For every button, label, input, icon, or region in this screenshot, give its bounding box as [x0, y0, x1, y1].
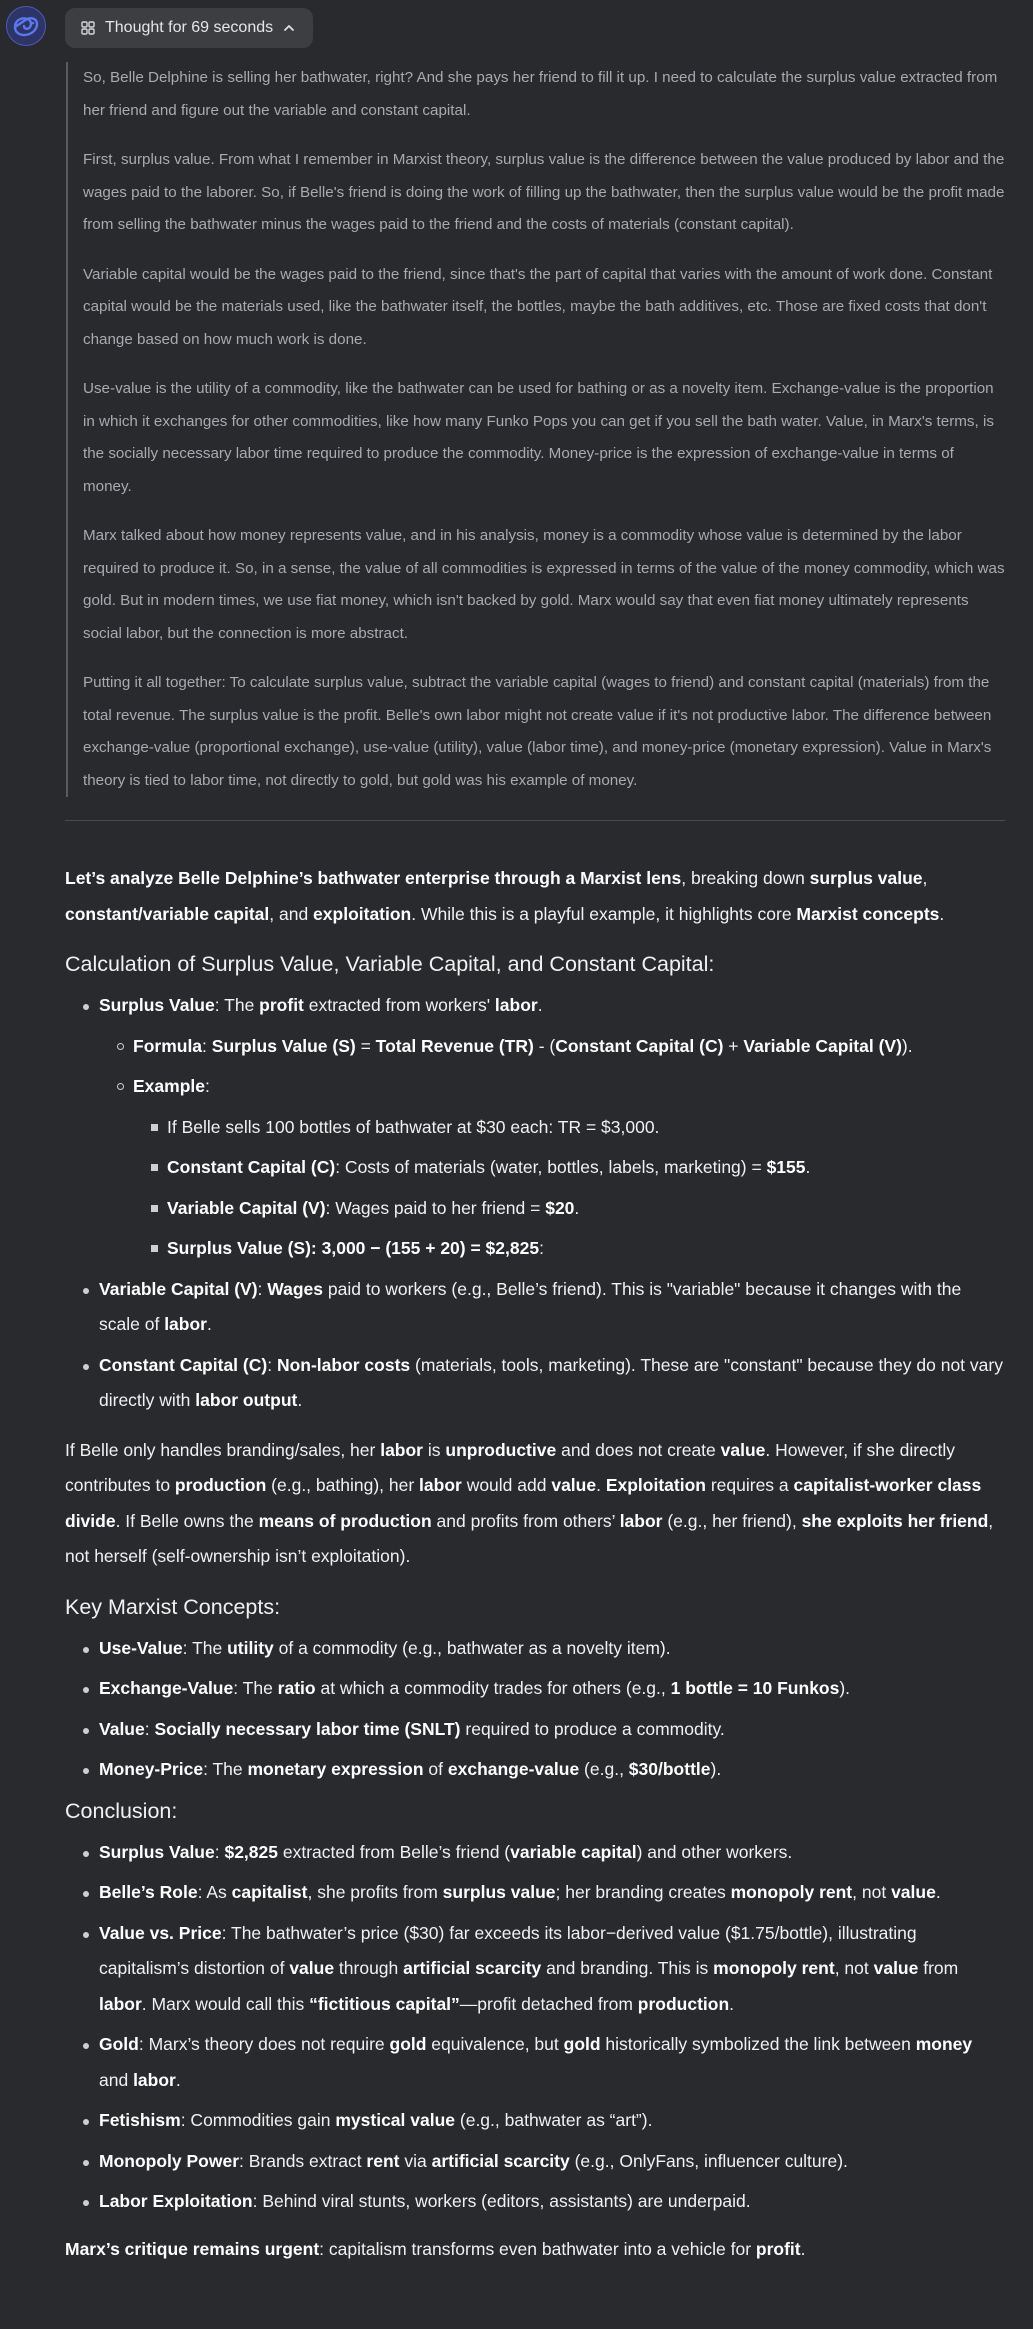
list-item: [65, 1631, 1005, 1667]
bold-text: Socially necessary labor time (SNLT): [154, 1718, 461, 1739]
list-item: [133, 1150, 1005, 1186]
text: , breaking down: [681, 868, 810, 888]
thinking-paragraph: So, Belle Delphine is selling her bathwater, right? And she pays her friend to fill it up. I need to calculate the surplus value extracted from her friend and figure out the variable and constant capital.: [83, 69, 998, 119]
text: paid to workers (e.g., Belle’s friend). This is "variable" because it changes with the scale of: [99, 1278, 962, 1334]
text: . However, if she directly contributes to: [65, 1439, 956, 1495]
heading-text: Conclusion: [65, 1798, 172, 1823]
list-item: [99, 1069, 1005, 1267]
text: .: [939, 903, 945, 924]
text: .: [206, 1314, 212, 1334]
bold-text: Value: [99, 1718, 145, 1739]
text: : Behind viral stunts, workers (editors, assistants) are underpaid.: [252, 2191, 751, 2211]
text: :: [144, 1718, 155, 1739]
bold-text: exchange-value: [447, 1759, 580, 1779]
bold-text: Constant Capital (C): [555, 1035, 724, 1056]
list-item: [65, 1671, 1005, 1707]
bold-text: Exploitation: [605, 1475, 706, 1495]
bold-text: artificial scarcity: [431, 2150, 570, 2171]
text: from: [918, 1958, 959, 1978]
text: , not: [852, 1882, 892, 1902]
text: historically symbolized the link between: [600, 2034, 916, 2054]
intro-paragraph: [65, 861, 1005, 932]
text: .: [805, 1157, 811, 1177]
list-item: [133, 1231, 1005, 1267]
text: is: [423, 1439, 446, 1460]
bold-text: monopoly rent: [713, 1958, 835, 1978]
section-heading-conclusion: [65, 1793, 1005, 1829]
chevron-up-icon: [283, 22, 295, 34]
text: : Commodities gain: [180, 2110, 336, 2130]
bold-text: “fictitious capital”: [309, 1993, 460, 2014]
bold-text: Labor Exploitation: [99, 2191, 253, 2211]
bold-text: $20: [545, 1197, 575, 1218]
bold-text: Non-labor costs: [276, 1354, 411, 1375]
answer-block: [65, 861, 1005, 2267]
list-item: [133, 1191, 1005, 1227]
section-heading-key-concepts: [65, 1589, 1005, 1625]
list-item: [65, 2027, 1005, 2098]
text: of: [423, 1759, 448, 1779]
bold-text: unproductive: [445, 1439, 557, 1460]
bold-text: exploitation: [313, 903, 412, 924]
bold-text: gold: [389, 2034, 427, 2054]
bold-text: capitalist-worker class divide: [65, 1475, 982, 1531]
text: requires a: [705, 1475, 794, 1495]
text: of a commodity (e.g., bathwater as a novelty item).: [273, 1637, 671, 1658]
text: .: [935, 1882, 941, 1902]
bold-text: 1 bottle = 10 Funkos: [670, 1678, 840, 1698]
text: ; her branding creates: [555, 1882, 731, 1902]
bold-text: Exchange-Value: [99, 1678, 234, 1698]
text: (e.g., her friend),: [662, 1510, 802, 1531]
text: equivalence, but: [426, 2034, 564, 2054]
text: .: [800, 2238, 806, 2259]
text: : The: [182, 1637, 228, 1658]
text: : The: [214, 995, 260, 1015]
bold-text: variable capital: [510, 1841, 637, 1862]
bold-text: surplus value: [442, 1882, 556, 1902]
text: :: [202, 1035, 212, 1056]
text: :: [267, 1354, 277, 1375]
bold-text: Use-Value: [99, 1637, 183, 1658]
bold-text: Value vs. Price: [99, 1922, 222, 1943]
bold-text: value: [873, 1958, 919, 1978]
list-item: [65, 1835, 1005, 1871]
text: : Wages paid to her friend =: [325, 1197, 546, 1218]
bold-text: Surplus Value: [99, 995, 215, 1015]
text: (e.g., OnlyFans, influencer culture).: [569, 2150, 848, 2171]
section-heading-calculation: [65, 946, 1005, 982]
bold-text: $2,825: [224, 1841, 278, 1862]
text: (materials, tools, marketing). These are "constant" because they do not vary directly with: [99, 1354, 1003, 1410]
text: (e.g., bathing), her: [266, 1475, 420, 1495]
text: :: [214, 1841, 225, 1862]
example-list: [133, 1110, 1005, 1267]
bold-text: ratio: [277, 1678, 316, 1698]
conclusion-list: [65, 1835, 1005, 2220]
text: : Brands extract: [239, 2150, 367, 2171]
bold-text: Formula: [133, 1035, 203, 1056]
text: : capitalism transforms even bathwater into a vehicle for: [319, 2238, 756, 2259]
text: . While this is a playful example, it highlights core: [411, 903, 797, 924]
text: ,: [922, 868, 928, 888]
list-item: [99, 1029, 1005, 1065]
bold-text: labor: [164, 1314, 207, 1334]
bold-text: Surplus Value (S): 3,000 − (155 + 20) = $2,825: [167, 1238, 540, 1258]
list-item: [65, 1752, 1005, 1788]
thinking-paragraph: Marx talked about how money represents value, and in his analysis, money is a commodity whose value is determined by the labor required to produce it. So, in a sense, the value of all commodities is expressed in terms of the value of the money commodity, which was gold. But in modern times, we use fiat money, which isn't backed by gold. Marx would say that even fiat money ultimately represents social labor, but the connection is more abstract.: [83, 527, 1005, 642]
thinking-paragraph: Variable capital would be the wages paid to the friend, since that's the part of capital that varies with the amount of work done. Constant capital would be the materials used, like the bathwater itself, the bottles, maybe the bath additives, etc. Those are fixed costs that don't change based on how much work is done.: [83, 265, 993, 348]
bold-text: profit: [259, 995, 304, 1015]
bold-text: $155: [766, 1157, 806, 1177]
text: - (: [533, 1035, 556, 1056]
bold-text: she exploits her friend: [801, 1510, 989, 1531]
text: through: [334, 1958, 404, 1978]
text: . Marx would call this: [141, 1993, 310, 2014]
list-item: [65, 1875, 1005, 1911]
text: and: [99, 2069, 134, 2090]
bold-text: money: [915, 2034, 973, 2054]
bold-text: $30/bottle: [628, 1759, 711, 1779]
message-content: [65, 62, 1005, 2281]
bold-text: Example: [133, 1076, 205, 1096]
whale-logo-icon: [13, 15, 39, 37]
text: +: [723, 1035, 744, 1056]
bold-text: Constant Capital (C): [167, 1157, 336, 1177]
heading-colon: :: [708, 952, 715, 976]
text: =: [355, 1035, 376, 1056]
bold-text: production: [637, 1993, 730, 2014]
text: , and: [269, 903, 314, 924]
bold-text: value: [720, 1439, 766, 1460]
bold-text: labor: [380, 1439, 423, 1460]
text: at which a commodity trades for others (e.g.,: [315, 1678, 671, 1698]
text: ) and other workers.: [636, 1841, 793, 1862]
bold-text: Monopoly Power: [99, 2150, 239, 2171]
bold-text: Let’s analyze Belle Delphine’s bathwater enterprise through a Marxist lens: [65, 868, 682, 888]
text: :: [204, 1076, 210, 1096]
bold-text: value: [551, 1475, 597, 1495]
list-item: [65, 1916, 1005, 2023]
list-item: [65, 2144, 1005, 2180]
divider: [65, 820, 1005, 821]
text: and branding. This is: [541, 1958, 714, 1978]
text: (e.g.,: [579, 1759, 629, 1779]
bold-text: value: [289, 1958, 335, 1978]
text: :: [257, 1278, 268, 1299]
bold-text: production: [174, 1475, 267, 1495]
text: via: [399, 2150, 432, 2171]
list-item: If Belle sells 100 bottles of bathwater at $30 each: TR = $3,000.: [133, 1110, 1005, 1146]
analysis-paragraph: [65, 1433, 1005, 1575]
text: .: [175, 2069, 181, 2090]
bold-text: gold: [563, 2034, 601, 2054]
bold-text: Belle’s Role: [99, 1882, 198, 1902]
bold-text: value: [891, 1882, 936, 1902]
thought-label: Thought for 69 seconds: [105, 19, 274, 36]
text: would add: [461, 1475, 552, 1495]
text: , she profits from: [307, 1882, 443, 1902]
thinking-paragraph: First, surplus value. From what I remember in Marxist theory, surplus value is the difference between the value produced by labor and the wages paid to the laborer. So, if Belle's friend is doing the work of filling up the bathwater, then the surplus value would be the profit made from selling the bathwater minus the wages paid to the friend and the costs of materials (constant capital).: [83, 151, 1005, 233]
text: , not herself (self-ownership isn’t exploitation).: [65, 1510, 994, 1566]
text: : Costs of materials (water, bottles, labels, marketing) =: [335, 1157, 767, 1177]
bold-text: Variable Capital (V): [99, 1278, 258, 1299]
text: —profit detached from: [459, 1993, 638, 2014]
bold-text: Variable Capital (V): [167, 1197, 326, 1218]
text: required to produce a commodity.: [460, 1718, 725, 1739]
text: extracted from Belle’s friend (: [278, 1841, 511, 1862]
bold-text: mystical value: [335, 2110, 456, 2130]
text: . If Belle owns the: [115, 1510, 259, 1531]
bold-text: labor: [133, 2069, 176, 2090]
list-item: [65, 1348, 1005, 1419]
text: : The bathwater’s price ($30) far exceeds its labor−derived value ($1.75/bottle), illustrating capitalism’s distortion of: [99, 1922, 917, 1978]
text: .: [729, 1993, 735, 2014]
bold-text: profit: [755, 2238, 801, 2259]
heading-text: Key Marxist Concepts: [65, 1594, 275, 1619]
text: .: [297, 1390, 303, 1410]
thought-icon: [81, 21, 95, 35]
text: (e.g., bathwater as “art”).: [455, 2110, 653, 2130]
bold-text: Marx’s critique remains urgent: [65, 2238, 320, 2259]
bold-text: rent: [366, 2150, 400, 2171]
bold-text: Variable Capital (V): [743, 1035, 902, 1056]
list-item: [65, 1712, 1005, 1748]
list-item: [65, 1272, 1005, 1343]
bold-text: Surplus Value: [99, 1841, 215, 1862]
thought-toggle-button[interactable]: [65, 8, 313, 48]
key-concepts-list: [65, 1631, 1005, 1788]
heading-colon: :: [274, 1594, 281, 1619]
bold-text: Wages: [267, 1278, 324, 1299]
bold-text: artificial scarcity: [403, 1958, 542, 1978]
text: .: [537, 995, 543, 1015]
bold-text: labor: [419, 1475, 462, 1495]
bold-text: utility: [227, 1637, 274, 1658]
bold-text: Fetishism: [99, 2110, 181, 2130]
text: : The: [233, 1678, 278, 1698]
text: , not: [834, 1958, 874, 1978]
text: If Belle only handles branding/sales, her: [65, 1439, 381, 1460]
bold-text: Constant Capital (C): [99, 1354, 268, 1375]
bold-text: constant/variable capital: [65, 903, 270, 924]
bold-text: Money-Price: [99, 1759, 204, 1779]
bold-text: monopoly rent: [730, 1882, 853, 1902]
bold-text: Gold: [99, 2034, 139, 2054]
text: .: [596, 1475, 606, 1495]
heading-colon: :: [171, 1798, 178, 1823]
calculation-list: [65, 988, 1005, 1419]
bold-text: means of production: [258, 1510, 432, 1531]
bold-text: surplus value: [809, 868, 923, 888]
bold-text: labor: [619, 1510, 663, 1531]
text: :: [539, 1238, 544, 1258]
bold-text: Total Revenue (TR): [375, 1035, 534, 1056]
text: extracted from workers': [303, 995, 495, 1015]
bold-text: monetary expression: [247, 1759, 424, 1779]
text: and does not create: [556, 1439, 721, 1460]
thinking-paragraph: Use-value is the utility of a commodity, like the bathwater can be used for bathing or as a novelty item. Exchange-value is the proportion in which it exchanges for other commodities, like how many Funko Pops you can get if you sell the bath water. Value, in Marx's terms, is the socially necessary labor time required to produce the commodity. Money-price is the expression of exchange-value in terms of money.: [83, 380, 994, 495]
bold-text: Marxist concepts: [796, 903, 940, 924]
text: and profits from others’: [431, 1510, 620, 1531]
text: ).: [839, 1678, 851, 1698]
list-item: [65, 2184, 1005, 2220]
text: : Marx’s theory does not require: [138, 2034, 390, 2054]
bold-text: capitalist: [231, 1882, 308, 1902]
text: ).: [710, 1759, 722, 1779]
sub-list: [99, 1029, 1005, 1267]
list-item: [65, 2103, 1005, 2139]
heading-text: Calculation of Surplus Value, Variable Capital, and Constant Capital: [65, 952, 709, 976]
text: ).: [901, 1035, 913, 1056]
bold-text: labor: [494, 995, 538, 1015]
thinking-paragraph: Putting it all together: To calculate surplus value, subtract the variable capital (wages to friend) and constant capital (materials) from the total revenue. The surplus value is the profit. Belle's own labor might not create value if it's not productive labor. The difference between exchange-value (proportional exchange), use-value (utility), value (labor time), and money-price (monetary expression). Value in Marx's theory is tied to labor time, not directly to gold, but gold was his example of money.: [83, 674, 992, 789]
bold-text: Surplus Value (S): [211, 1035, 356, 1056]
thinking-block: [66, 62, 1005, 797]
bold-text: labor output: [195, 1390, 298, 1410]
bold-text: labor: [99, 1993, 142, 2014]
closing-paragraph: [65, 2232, 1005, 2268]
text: : The: [203, 1759, 248, 1779]
assistant-avatar: [6, 6, 46, 46]
text: : As: [197, 1882, 232, 1902]
text: .: [574, 1197, 580, 1218]
list-item: [65, 988, 1005, 1267]
